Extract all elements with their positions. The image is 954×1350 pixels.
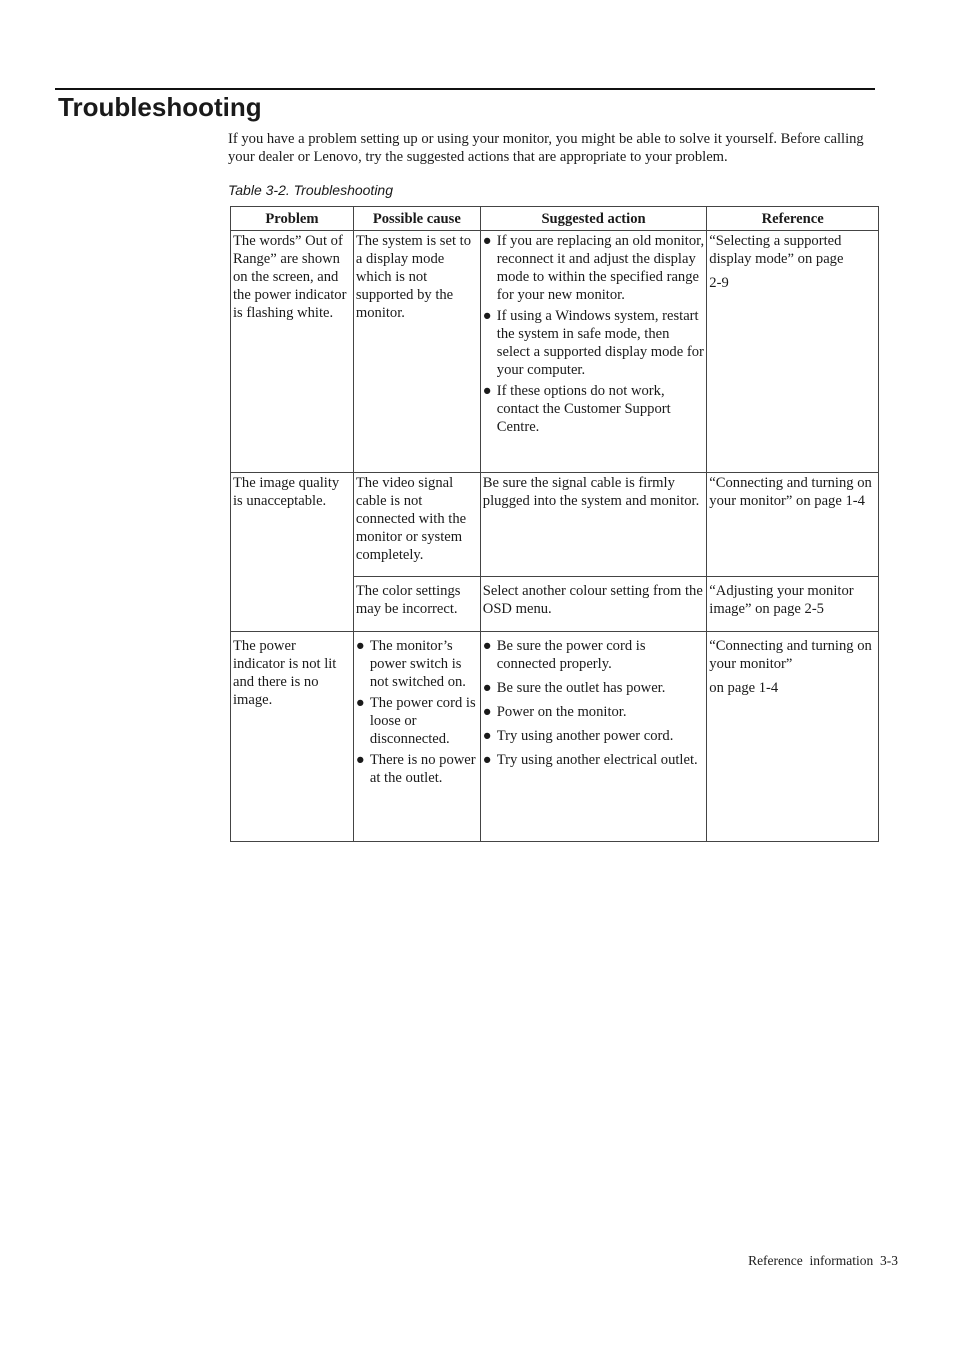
cell-action <box>480 231 707 473</box>
table-caption: Table 3-2. Troubleshooting <box>228 182 393 198</box>
cell-problem: The words” Out of Range” are shown on the screen, and the power indicator is flashing white. <box>231 231 354 473</box>
list-item: ● The power cord is loose or disconnected. <box>355 695 476 747</box>
table-row <box>231 632 879 842</box>
list-item: ● There is no power at the outlet. <box>355 752 476 786</box>
bullet-icon: ● <box>355 638 365 654</box>
bullet-icon: ● <box>482 233 492 249</box>
table-header-row <box>231 207 879 231</box>
cell-cause <box>353 632 480 842</box>
header-possible-cause: Possible cause <box>353 207 480 231</box>
cell-reference: “Selecting a supported display mode” on page 2-9 <box>707 231 879 473</box>
troubleshooting-table <box>230 206 879 842</box>
cell-reference: “Adjusting your monitor image” on page 2-5 <box>707 577 879 632</box>
cell-cause: The video signal cable is not connected with the monitor or system completely. <box>353 473 480 577</box>
header-problem: Problem <box>231 207 354 231</box>
cell-cause: The color settings may be incorrect. <box>353 577 480 632</box>
cell-action: Select another colour setting from the OSD menu. <box>480 577 707 632</box>
bullet-icon: ● <box>482 638 492 654</box>
list-item: ● If you are replacing an old monitor, reconnect it and adjust the display mode to within the specified range for your new monitor. <box>482 233 705 303</box>
header-reference: Reference <box>707 207 879 231</box>
bullet-icon: ● <box>482 728 492 744</box>
bullet-icon: ● <box>482 383 492 399</box>
bullet-icon: ● <box>482 680 492 696</box>
list-item: ● If these options do not work, contact the Customer Support Centre. <box>482 383 671 435</box>
cell-cause: The system is set to a display mode which is not supported by the monitor. <box>353 231 480 473</box>
table-row <box>231 473 879 577</box>
page-title: Troubleshooting <box>58 92 262 122</box>
cell-action <box>480 632 707 842</box>
cell-action: Be sure the signal cable is firmly plugged into the system and monitor. <box>480 473 707 577</box>
list-item: ● If using a Windows system, restart the system in safe mode, then select a supported display mode for your computer. <box>482 308 704 378</box>
cell-reference: “Connecting and turning on your monitor” on page 1-4 <box>707 473 879 577</box>
bullet-icon: ● <box>482 752 492 768</box>
bullet-icon: ● <box>355 752 365 768</box>
list-item: ● Try using another power cord. <box>482 728 674 744</box>
list-item: ● The monitor’s power switch is not switched on. <box>355 638 466 690</box>
cell-problem: The power indicator is not lit and there is no image. <box>231 632 354 842</box>
cell-reference: “Connecting and turning on your monitor” on page 1-4 <box>707 632 879 842</box>
header-suggested-action: Suggested action <box>480 207 707 231</box>
bullet-icon: ● <box>355 695 365 711</box>
list-item: ● Power on the monitor. <box>482 704 627 720</box>
list-item: ● Be sure the outlet has power. <box>482 680 666 696</box>
cell-problem: The image quality is unacceptable. <box>231 473 354 632</box>
page-footer: Reference information 3-3 <box>748 1253 898 1268</box>
bullet-icon: ● <box>482 704 492 720</box>
bullet-icon: ● <box>482 308 492 324</box>
table-row <box>231 231 879 473</box>
intro-paragraph: If you have a problem setting up or using your monitor, you might be able to solve it yourself. Before calling your dealer or Lenovo, try the suggested actions that are appropriate to your problem. <box>228 131 864 165</box>
list-item: ● Try using another electrical outlet. <box>482 752 698 768</box>
list-item: ● Be sure the power cord is connected properly. <box>482 638 646 672</box>
